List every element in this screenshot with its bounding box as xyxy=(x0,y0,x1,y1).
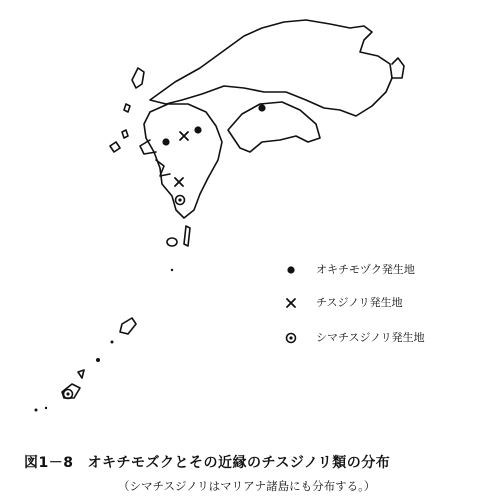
yakushima-island xyxy=(167,238,177,246)
legend-symbols xyxy=(287,266,296,342)
honshu-coastline xyxy=(150,20,392,116)
shimachisujinori-site-markers xyxy=(64,196,185,399)
shikoku-coastline xyxy=(228,102,320,152)
okichimozuku-site-markers xyxy=(162,104,265,145)
figure-caption xyxy=(24,452,390,472)
legend-label-okichimozuku: オキチモヅク発生地 xyxy=(316,263,415,276)
figure-title: オキチモズクとその近縁のチスジノリ類の分布 xyxy=(87,455,391,471)
ryukyu-islet xyxy=(96,358,100,362)
okinawa-island xyxy=(120,318,136,334)
amami-islet xyxy=(171,269,173,271)
legend-label-chisujinori: チスジノリ発生地 xyxy=(316,296,403,309)
iki-island xyxy=(124,104,130,112)
tanegashima-island xyxy=(184,226,190,246)
honshu-east-coast xyxy=(392,58,404,78)
figure-number: 図1－8 xyxy=(24,455,74,471)
miyako-island xyxy=(78,370,84,378)
chisujinori-site xyxy=(175,178,183,186)
shimachisujinori-site xyxy=(178,198,181,201)
kyushu-coastline xyxy=(144,104,222,218)
tsushima-island xyxy=(132,68,144,88)
okichimozuku-site xyxy=(258,104,265,111)
filled-dot-icon xyxy=(287,266,294,273)
okichimozuku-site xyxy=(194,126,201,133)
legend-label-shimachisujinori: シマチスジノリ発生地 xyxy=(316,331,425,344)
okichimozuku-site xyxy=(162,138,169,145)
yonaguni-islet xyxy=(45,407,47,409)
goto-islands xyxy=(110,130,128,152)
shimachisujinori-site xyxy=(66,392,69,395)
yonaguni-islet xyxy=(35,409,38,412)
ryukyu-islet xyxy=(111,341,114,344)
circled-dot-icon-center xyxy=(289,336,292,339)
cross-icon xyxy=(287,299,295,307)
figure-note: （シマチスジノリはマリアナ諸島にも分布する。） xyxy=(118,479,376,493)
chisujinori-site-markers xyxy=(175,132,188,186)
chisujinori-site xyxy=(180,132,188,140)
